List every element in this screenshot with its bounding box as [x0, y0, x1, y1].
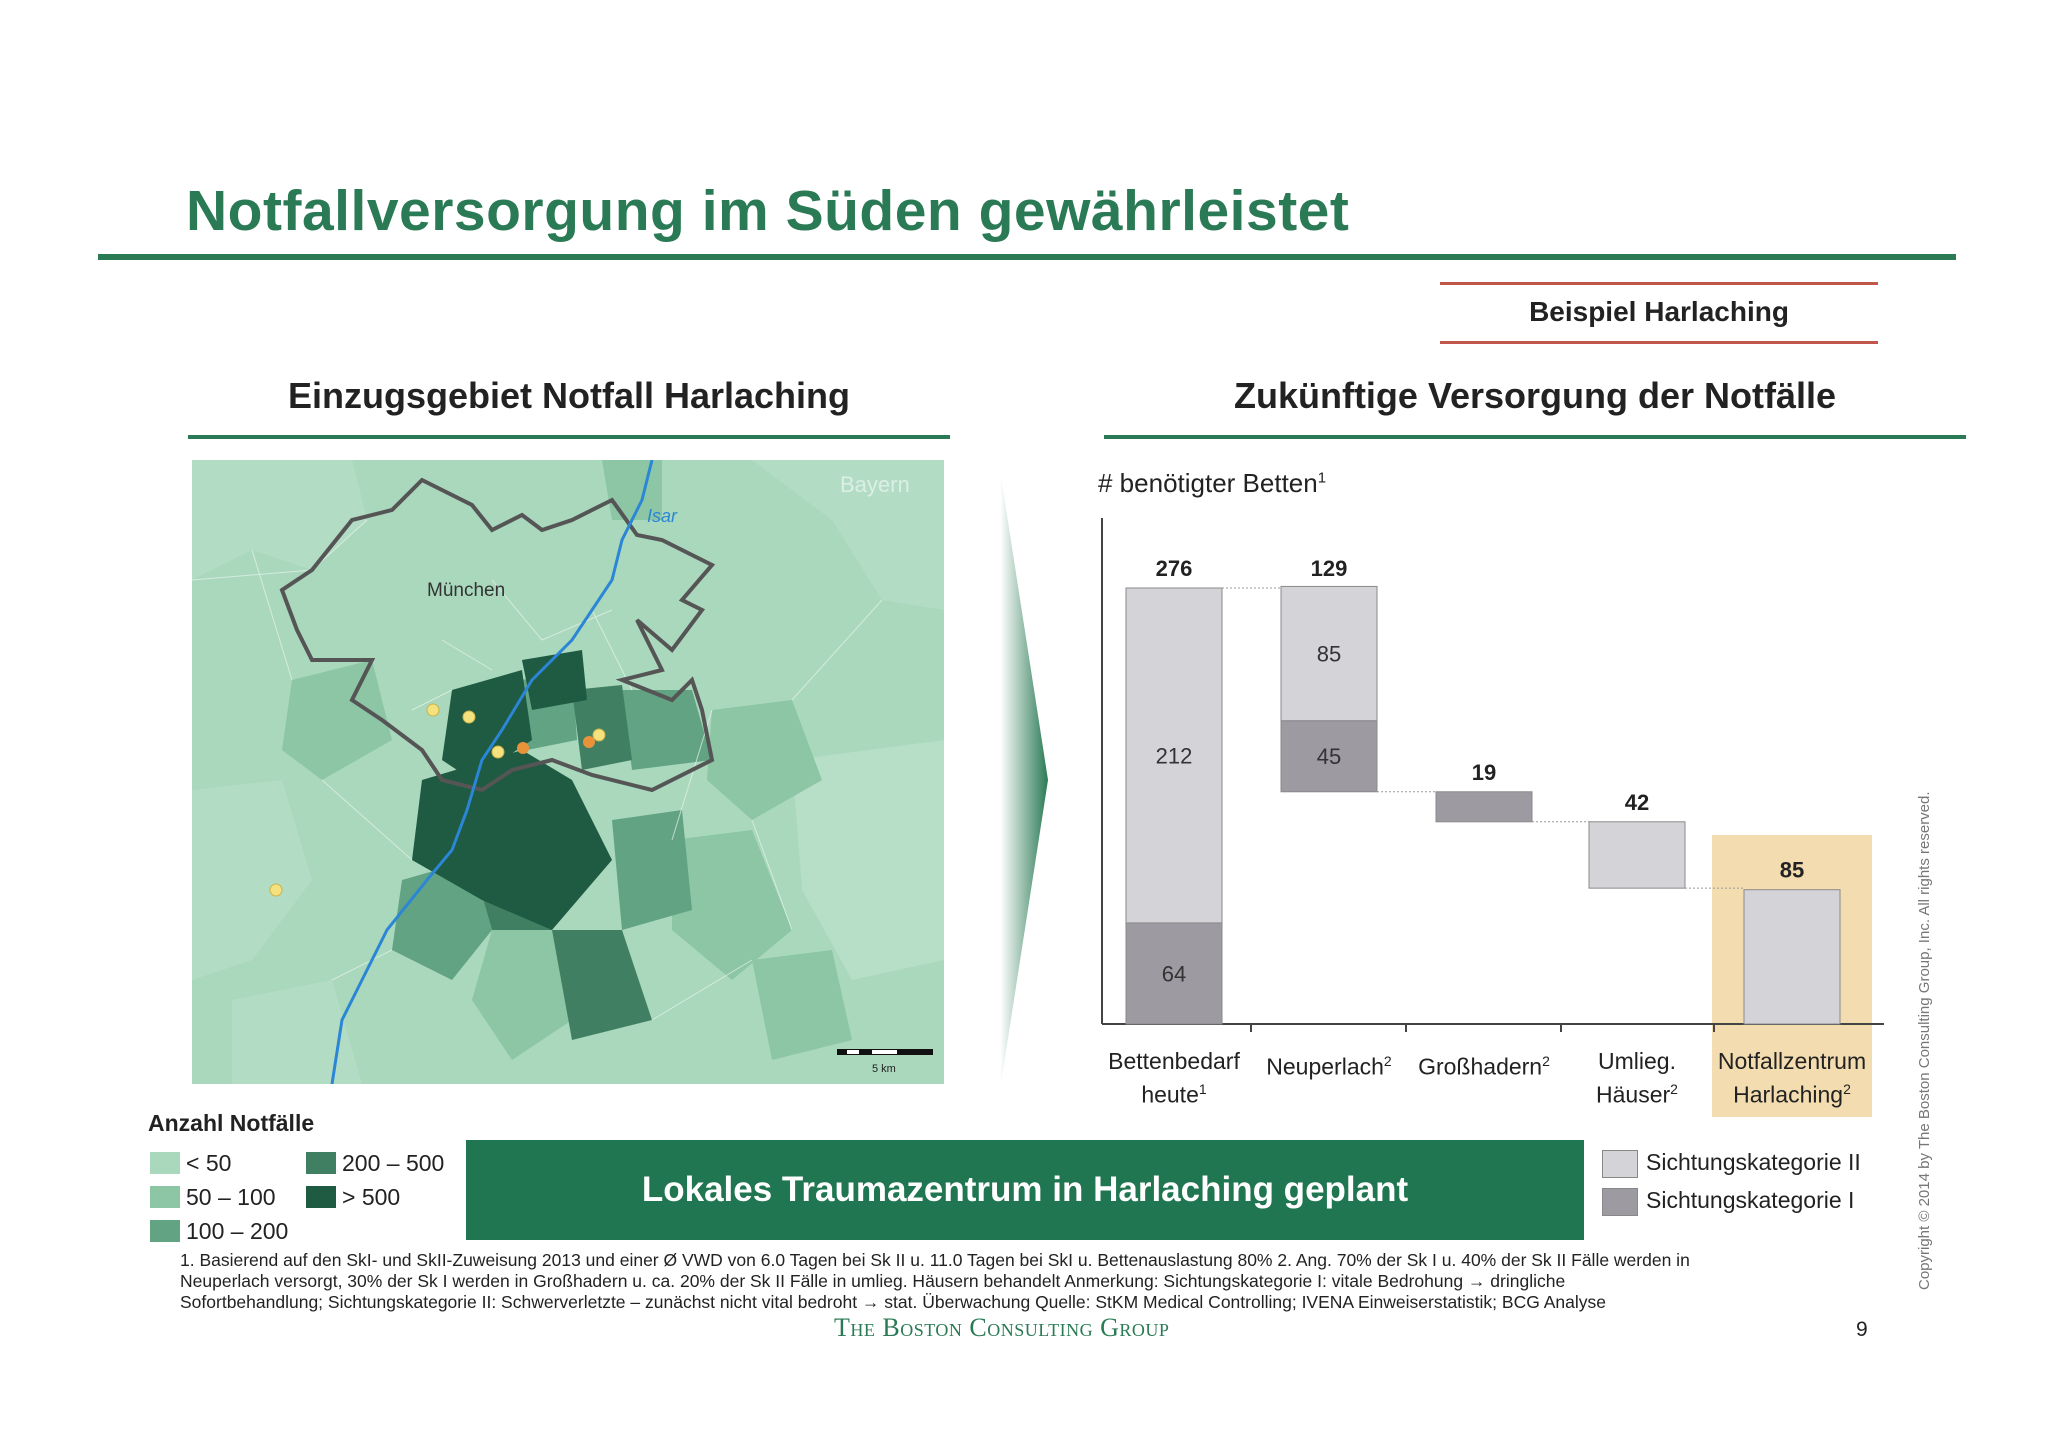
- category-label: [1249, 1047, 1409, 1081]
- river-label: Isar: [647, 506, 678, 526]
- tag-rule-top: [1440, 282, 1878, 285]
- chart-legend-label: Sichtungskategorie I: [1646, 1187, 1855, 1213]
- footnote-line: 1. Basierend auf den SkI- und SkII-Zuweisung 2013 und einer Ø VWD von 6.0 Tagen bei Sk II u. 11.0 Tagen bei SkI u. Bettenauslastung 80% 2. Ang. 70% der Sk I u. 40% der Sk II Fälle werden in: [180, 1250, 1690, 1270]
- y-axis-label-sup: 1: [1317, 469, 1327, 487]
- footnote: [180, 1250, 1860, 1313]
- map-heading-rule: [188, 435, 950, 439]
- segment-label: 212: [1155, 743, 1193, 769]
- category-label-text: Bettenbedarf heute: [1108, 1048, 1240, 1108]
- chart-heading-rule: [1104, 435, 1966, 439]
- chart-legend-swatch: [1602, 1150, 1638, 1178]
- legend-swatch: [150, 1186, 180, 1208]
- example-tag: Beispiel Harlaching: [1529, 296, 1789, 327]
- page-title: Notfallversorgung im Süden gewährleistet: [186, 179, 1350, 243]
- bar-segment: [1436, 792, 1532, 822]
- conclusion-banner: [466, 1140, 1584, 1240]
- chart-legend-label: Sichtungskategorie II: [1646, 1149, 1861, 1175]
- waterfall-chart: [1094, 510, 1894, 1120]
- page-number: 9: [1856, 1318, 1868, 1341]
- conclusion-text: Lokales Traumazentrum in Harlaching geplant: [641, 1170, 1409, 1209]
- tag-rule-bottom: [1440, 341, 1878, 344]
- category-label-sup: 1: [1198, 1081, 1207, 1097]
- category-label-text: Umlieg. Häuser: [1596, 1048, 1676, 1108]
- legend-swatch: [150, 1152, 180, 1174]
- total-label: 85: [1779, 857, 1805, 883]
- hospital-marker: [463, 711, 475, 723]
- legend-label: < 50: [186, 1150, 232, 1176]
- harlaching-marker: [583, 736, 595, 748]
- brand-logo: The Boston Consulting Group: [834, 1313, 1170, 1342]
- legend-swatch: [306, 1186, 336, 1208]
- hospital-marker: [427, 704, 439, 716]
- y-axis-label: [1098, 468, 1326, 499]
- category-label: [1557, 1047, 1717, 1109]
- legend-label: 100 – 200: [186, 1218, 289, 1244]
- region-label: Bayern: [840, 472, 910, 497]
- legend-swatch: [306, 1152, 336, 1174]
- segment-label: 85: [1316, 641, 1342, 667]
- map-legend-title: Anzahl Notfälle: [148, 1110, 315, 1136]
- scale-label: 5 km: [872, 1063, 896, 1075]
- total-label: 42: [1624, 789, 1650, 815]
- footnote-line: Sofortbehandlung; Sichtungskategorie II: Schwerverletzte – zunächst nicht vital bedroht → stat. Überwachung Quelle: StKM Medical Controlling; IVENA Einweiserstatistik; BCG Analyse: [180, 1292, 1606, 1312]
- legend-label: 200 – 500: [342, 1150, 445, 1176]
- bar-segment: [1589, 822, 1685, 888]
- chart-legend-swatch: [1602, 1188, 1638, 1216]
- legend-label: 50 – 100: [186, 1184, 276, 1210]
- chart-heading: Zukünftige Versorgung der Notfälle: [1233, 375, 1837, 416]
- category-label: [1094, 1047, 1254, 1109]
- total-label: 276: [1155, 556, 1193, 581]
- hospital-marker: [492, 746, 504, 758]
- legend-swatch: [150, 1220, 180, 1242]
- y-axis-label-text: # benötigter Betten: [1098, 468, 1318, 498]
- segment-label: 64: [1161, 961, 1187, 987]
- segment-label: 45: [1316, 744, 1342, 770]
- footnote-line: Neuperlach versorgt, 30% der Sk I werden in Großhadern u. ca. 20% der Sk II Fälle in umlieg. Häusern behandelt Anmerkung: Sichtungskategorie I: vitale Bedrohung → dringliche: [180, 1271, 1566, 1291]
- category-label-sup: 2: [1670, 1081, 1678, 1097]
- catchment-map: [192, 460, 944, 1084]
- area-100-200: [612, 810, 692, 930]
- category-label-text: Großhadern: [1418, 1053, 1543, 1080]
- hospital-marker: [270, 884, 282, 896]
- category-label-sup: 2: [1843, 1081, 1851, 1097]
- category-label-sup: 2: [1383, 1053, 1392, 1069]
- category-label-text: Notfallzentrum Harlaching: [1717, 1048, 1867, 1108]
- hospital-marker: [593, 729, 605, 741]
- transition-arrow: [1000, 470, 1050, 1090]
- category-label: [1712, 1047, 1872, 1109]
- category-label-sup: 2: [1542, 1053, 1550, 1069]
- legend-label: > 500: [342, 1184, 401, 1210]
- category-label: [1404, 1047, 1564, 1081]
- harlaching-marker: [517, 742, 529, 754]
- category-label-text: Neuperlach: [1266, 1053, 1384, 1080]
- copyright-note: Copyright © 2014 by The Boston Consulting Group, Inc. All rights reserved.: [1916, 791, 1933, 1290]
- city-label: München: [427, 580, 506, 601]
- bar-segment: [1744, 890, 1840, 1024]
- map-heading: Einzugsgebiet Notfall Harlaching: [287, 375, 851, 416]
- total-label: 19: [1471, 759, 1497, 785]
- total-label: 129: [1310, 556, 1348, 581]
- title-rule: [98, 254, 1956, 260]
